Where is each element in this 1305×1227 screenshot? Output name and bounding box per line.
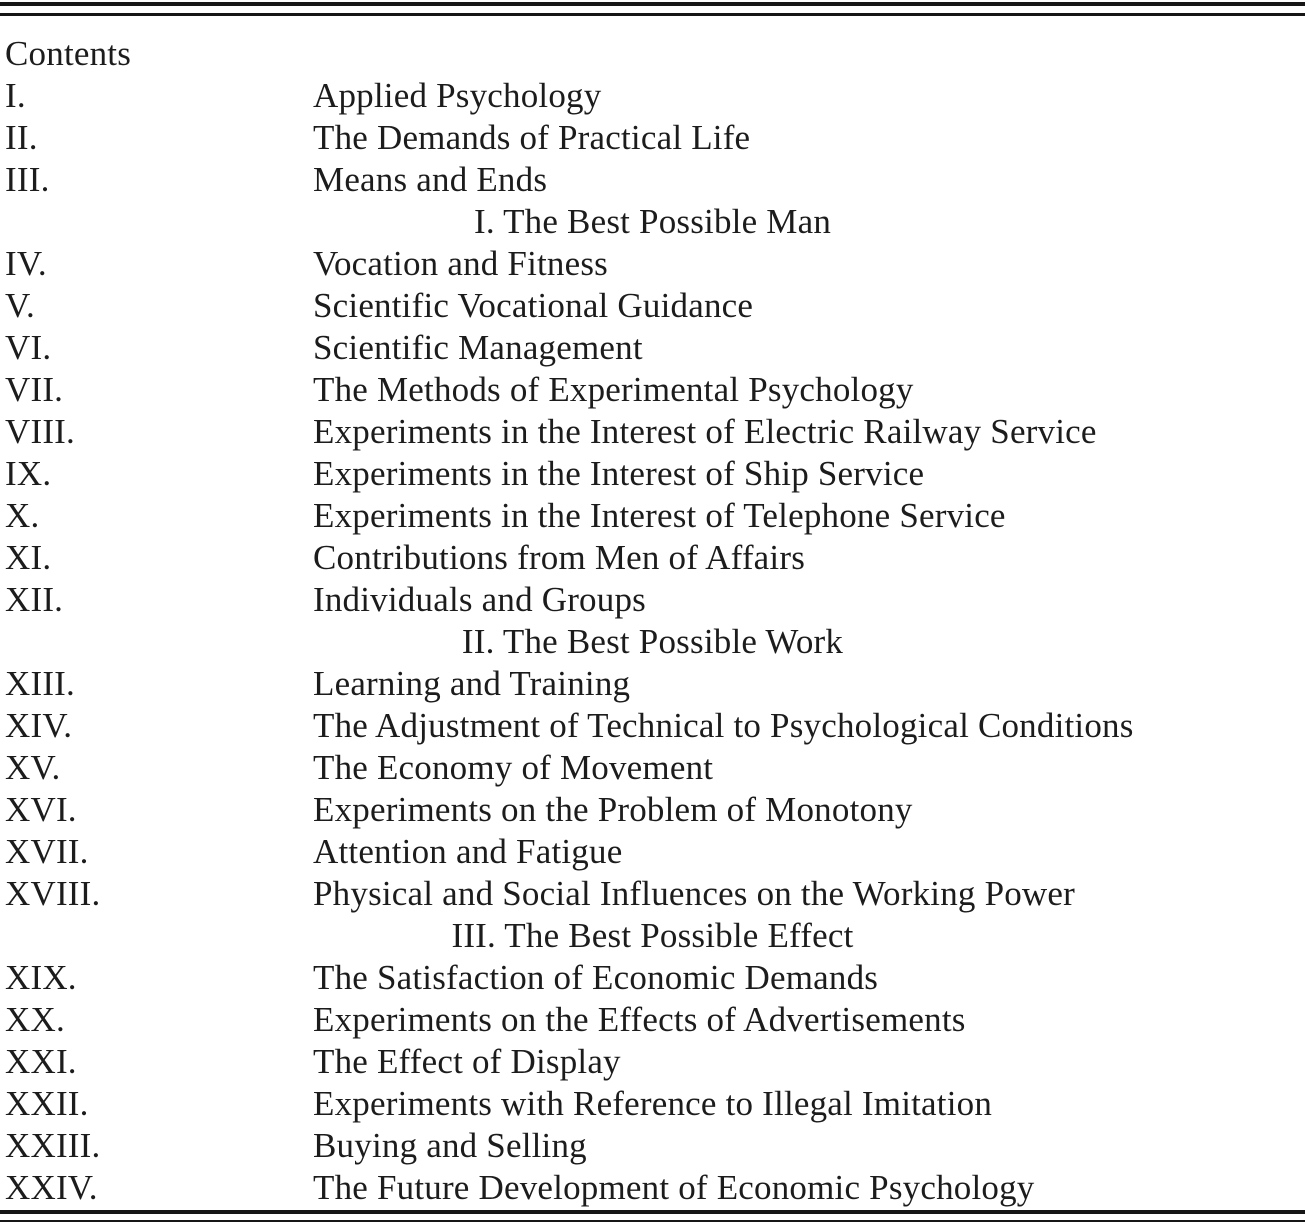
table-of-contents [0, 16, 1305, 1209]
chapter-numeral: XXI. [5, 1042, 77, 1081]
chapter-numeral: XVII. [5, 832, 89, 871]
chapter-numeral: XX. [5, 1000, 65, 1039]
chapter-title: Experiments in the Interest of Ship Service [313, 454, 925, 493]
chapter-numeral: XI. [5, 538, 52, 577]
toc-entry-row [5, 1083, 1300, 1125]
toc-entry-row [5, 579, 1300, 621]
chapter-numeral: IV. [5, 244, 47, 283]
chapter-title: Individuals and Groups [313, 580, 646, 619]
chapter-title: Experiments with Reference to Illegal Imitation [313, 1084, 993, 1123]
chapter-title: Physical and Social Influences on the Working Power [313, 874, 1075, 913]
toc-section-heading [5, 621, 1300, 663]
chapter-numeral: XXIV. [5, 1168, 98, 1207]
contents-heading: Contents [5, 34, 132, 73]
toc-entry-row [5, 537, 1300, 579]
toc-entry-row [5, 453, 1300, 495]
toc-entry-row [5, 873, 1300, 915]
toc-entry-row [5, 999, 1300, 1041]
toc-section-heading [5, 915, 1300, 957]
chapter-title: Experiments in the Interest of Electric Railway Service [313, 412, 1097, 451]
chapter-title: Experiments on the Effects of Advertisements [313, 1000, 966, 1039]
toc-entry-row [5, 117, 1300, 159]
toc-entry-row [5, 243, 1300, 285]
chapter-numeral: VI. [5, 328, 52, 367]
toc-entry-row [5, 831, 1300, 873]
toc-entry-row [5, 369, 1300, 411]
bottom-rule-thin [0, 1220, 1305, 1222]
chapter-numeral: III. [5, 160, 50, 199]
contents-list [5, 75, 1300, 1209]
chapter-numeral: XXII. [5, 1084, 89, 1123]
toc-entry-row [5, 495, 1300, 537]
toc-entry-row [5, 789, 1300, 831]
chapter-title: Learning and Training [313, 664, 631, 703]
chapter-title: The Methods of Experimental Psychology [313, 370, 914, 409]
chapter-numeral: VIII. [5, 412, 75, 451]
section-label: II. The Best Possible Work [461, 622, 844, 661]
chapter-numeral: XXIII. [5, 1126, 101, 1165]
toc-entry-row [5, 327, 1300, 369]
chapter-title: Experiments on the Problem of Monotony [313, 790, 913, 829]
toc-entry-row [5, 1041, 1300, 1083]
chapter-numeral: I. [5, 76, 26, 115]
chapter-title: The Satisfaction of Economic Demands [313, 958, 879, 997]
chapter-numeral: XIII. [5, 664, 75, 703]
chapter-title: Attention and Fatigue [313, 832, 623, 871]
chapter-numeral: XII. [5, 580, 64, 619]
chapter-numeral: XVI. [5, 790, 77, 829]
toc-entry-row [5, 1125, 1300, 1167]
chapter-title: Applied Psychology [313, 76, 602, 115]
toc-entry-row [5, 1167, 1300, 1209]
toc-entry-row [5, 957, 1300, 999]
chapter-numeral: II. [5, 118, 38, 157]
chapter-numeral: IX. [5, 454, 52, 493]
chapter-numeral: X. [5, 496, 40, 535]
chapter-title: Scientific Management [313, 328, 643, 367]
chapter-title: The Demands of Practical Life [313, 118, 751, 157]
section-label: I. The Best Possible Man [473, 202, 832, 241]
chapter-numeral: VII. [5, 370, 64, 409]
chapter-title: Scientific Vocational Guidance [313, 286, 754, 325]
chapter-title: Experiments in the Interest of Telephone Service [313, 496, 1006, 535]
toc-entry-row [5, 159, 1300, 201]
toc-entry-row [5, 411, 1300, 453]
toc-entry-row [5, 747, 1300, 789]
toc-entry-row [5, 705, 1300, 747]
chapter-title: The Future Development of Economic Psychology [313, 1168, 1035, 1207]
chapter-title: Buying and Selling [313, 1126, 587, 1165]
bottom-rule-thick [0, 1210, 1305, 1214]
toc-entry-row [5, 285, 1300, 327]
chapter-title: Contributions from Men of Affairs [313, 538, 806, 577]
chapter-title: Means and Ends [313, 160, 548, 199]
chapter-title: The Economy of Movement [313, 748, 714, 787]
chapter-numeral: V. [5, 286, 35, 325]
top-rule-thick [0, 2, 1305, 6]
chapter-title: The Adjustment of Technical to Psychological Conditions [313, 706, 1134, 745]
chapter-title: Vocation and Fitness [313, 244, 609, 283]
chapter-title: The Effect of Display [313, 1042, 621, 1081]
chapter-numeral: XVIII. [5, 874, 101, 913]
contents-page [0, 2, 1305, 1222]
chapter-numeral: XIV. [5, 706, 73, 745]
section-label: III. The Best Possible Effect [451, 916, 854, 955]
chapter-numeral: XIX. [5, 958, 77, 997]
chapter-numeral: XV. [5, 748, 61, 787]
toc-entry-row [5, 75, 1300, 117]
toc-entry-row [5, 663, 1300, 705]
toc-section-heading [5, 201, 1300, 243]
